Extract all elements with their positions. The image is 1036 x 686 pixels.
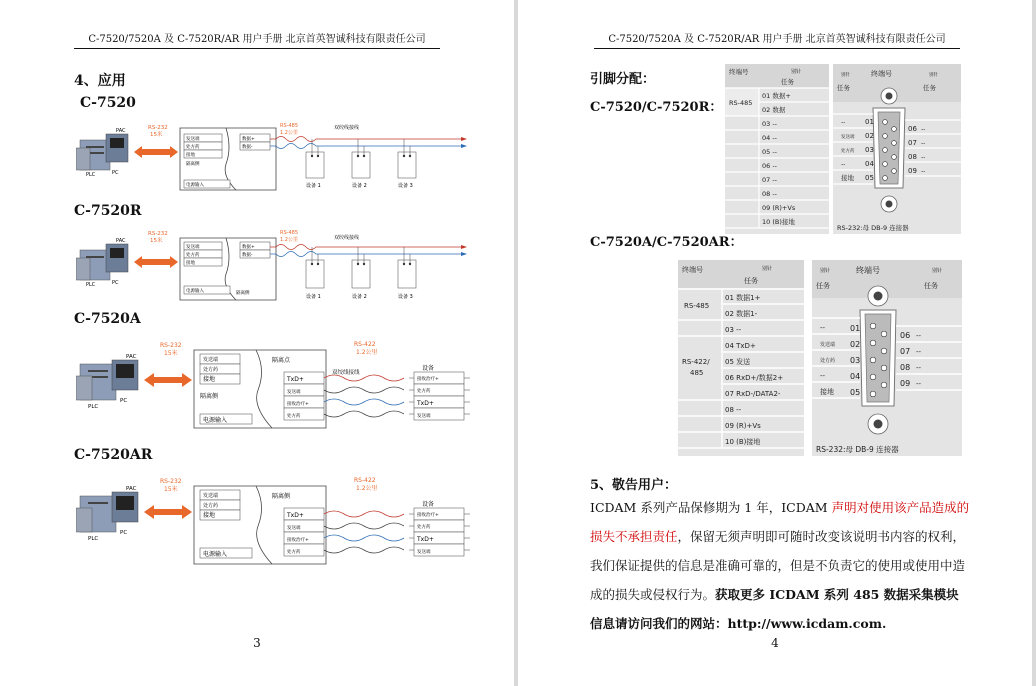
out-row: 接收治疗+	[287, 538, 309, 543]
table-row: 05 发送	[725, 358, 751, 366]
header-cell: 终端号	[856, 266, 880, 275]
link-label: RS-232	[148, 125, 168, 131]
power-label: 电源输入	[203, 417, 228, 424]
out-row: 发送端	[287, 526, 301, 531]
panel-row: 处方药	[186, 145, 200, 150]
pin-number: 05	[850, 388, 861, 397]
iso-label: 隔离侧	[236, 291, 250, 296]
pin-number: 07	[908, 139, 917, 147]
cable-label: 双绞线接线	[334, 125, 360, 131]
device-row: 发送端	[417, 550, 431, 555]
rs232-arrow-icon	[144, 373, 192, 387]
device-row: 发送端	[417, 414, 431, 419]
pin-task: --	[921, 154, 926, 161]
device-row: 接收治疗+	[417, 513, 439, 518]
pc-cluster-icon	[76, 244, 128, 280]
table-row: 08 --	[762, 190, 778, 198]
group-cell: RS-422/	[682, 358, 710, 366]
pin-number: 08	[908, 153, 917, 161]
model-title: C-7520A	[74, 311, 141, 327]
pin-number: 04	[865, 160, 874, 168]
out-row: 处方药	[287, 414, 301, 419]
pac-label: PAC	[116, 238, 126, 244]
out-row: 处方药	[287, 550, 301, 555]
header-cell: 任务	[837, 84, 850, 92]
link-distance: 15米	[164, 350, 178, 357]
pc-cluster-icon	[76, 360, 138, 400]
pin-task: 接地	[841, 174, 854, 182]
bus-distance: 1.2公里	[280, 130, 298, 136]
device-label: 设备 2	[352, 294, 367, 300]
page-header: C-7520/7520A 及 C-7520R/AR 用户手册 北京首英智诚科技有限责任公司	[74, 33, 440, 49]
page-header: C-7520/7520A 及 C-7520R/AR 用户手册 北京首英智诚科技有限责任公司	[594, 33, 960, 49]
group-cell: 485	[690, 369, 704, 377]
table-row: 01 数据1+	[725, 294, 761, 302]
device-label: 设备 2	[352, 183, 367, 189]
model-label: C-7520/C-7520R：	[590, 100, 723, 115]
table-row: 03 --	[762, 120, 778, 128]
pin-number: 01	[865, 118, 874, 126]
panel-row: 发送端	[203, 493, 219, 499]
header-cell: 任务	[744, 277, 758, 285]
link-label: RS-232	[148, 231, 168, 237]
device-label: 设备 1	[306, 294, 321, 300]
pin-task: 处方药	[841, 149, 855, 154]
bus-distance: 1.2公里	[356, 349, 378, 356]
table-row: 02 数据	[762, 106, 786, 114]
pin-number: 02	[865, 132, 874, 140]
iso-label: 隔离侧	[200, 393, 219, 400]
db9-connector-diagram	[833, 64, 961, 234]
link-distance: 15米	[150, 132, 163, 138]
table-row: 09 (R)+Vs	[762, 204, 796, 212]
cable-label: 双绞线接线	[332, 370, 360, 376]
bus-label: RS-422	[354, 341, 376, 348]
pc-label: PC	[120, 530, 128, 536]
iso-label: 隔离侧	[272, 493, 291, 500]
header-cell: 终端号	[682, 266, 703, 274]
out-row: 数据-	[242, 253, 253, 258]
page-3	[0, 0, 514, 686]
header-cell: 别针	[791, 69, 802, 75]
out-row: 数据-	[242, 145, 253, 150]
model-label: C-7520A/C-7520AR：	[590, 235, 743, 250]
para-text: ICDAM 系列产品保修期为 1 年，ICDAM	[590, 500, 832, 515]
bus-label: RS-422	[354, 477, 376, 484]
pac-label: PAC	[126, 354, 137, 360]
pin-table	[725, 64, 829, 234]
bus-label: RS-485	[280, 230, 298, 236]
out-row: 数据+	[242, 137, 255, 142]
device-row: 处方药	[417, 389, 431, 394]
pin-task: 接地	[820, 388, 834, 396]
pc-label: PC	[120, 398, 128, 404]
pin-table	[678, 260, 804, 456]
bus-distance: 1.2公里	[356, 485, 378, 492]
table-row: 07 RxD-/DATA2-	[725, 390, 781, 398]
bus-label: RS-485	[280, 123, 298, 129]
pin-task: --	[820, 324, 826, 332]
pin-task: --	[921, 140, 926, 147]
pac-label: PAC	[126, 486, 137, 492]
header-cell: 任务	[781, 78, 794, 86]
table-row: 05 --	[762, 148, 778, 156]
pin-task: --	[841, 161, 846, 168]
table-row: 03 --	[725, 326, 742, 334]
table-row: 07 --	[762, 176, 778, 184]
link-distance: 15米	[164, 486, 178, 493]
rs232-arrow-icon	[134, 146, 178, 158]
device-row: 处方药	[417, 525, 431, 530]
out-row: TxD+	[287, 512, 304, 519]
table-row: 04 --	[762, 134, 778, 142]
wiring-diagram	[76, 472, 476, 572]
group-cell: RS-485	[684, 302, 710, 310]
plc-label: PLC	[88, 536, 99, 542]
pin-task: --	[820, 372, 826, 380]
panel-row: 发送端	[186, 137, 200, 142]
pin-title: 引脚分配：	[590, 72, 656, 87]
header-cell: 任务	[816, 282, 830, 290]
wiring-diagram	[76, 336, 476, 436]
table-row: 08 --	[725, 406, 742, 414]
pin-number: 09	[900, 379, 911, 388]
connector-caption: RS-232:母 DB-9 连接器	[816, 445, 899, 454]
pin-number: 06	[900, 331, 911, 340]
pin-number: 07	[900, 347, 911, 356]
rs232-arrow-icon	[144, 505, 192, 519]
bus-distance: 1.2公里	[280, 237, 298, 243]
pin-number: 02	[850, 340, 861, 349]
pin-task: --	[916, 332, 922, 340]
device-label: 设备 3	[398, 183, 413, 189]
panel-row: 处方药	[186, 253, 200, 258]
pin-task: 发送端	[820, 342, 836, 348]
pin-task: --	[921, 126, 926, 133]
model-title: C-7520	[80, 95, 136, 111]
model-title: C-7520AR	[74, 447, 153, 463]
panel-row: 处方药	[203, 367, 219, 373]
table-row: 04 TxD+	[725, 342, 756, 350]
header-cell: 别针	[841, 73, 850, 78]
pin-number: 09	[908, 167, 917, 175]
para-text: ，保留无须声明即可随时改变该说明书内容的权利，我们保证提供的信息是准确可靠的，但是不负责它的使用或使用中造成的损失或侵权行为。	[590, 529, 966, 602]
pin-number: 03	[865, 146, 874, 154]
db9-connector-diagram	[812, 260, 962, 456]
page-number: 4	[771, 636, 779, 650]
panel-row: 发送端	[186, 245, 200, 250]
table-row: 02 数据1-	[725, 310, 758, 318]
out-row: 数据+	[242, 245, 255, 250]
pin-task: --	[921, 168, 926, 175]
link-distance: 15米	[150, 238, 163, 244]
device-label: 设备	[422, 501, 435, 508]
warning-title: 5、敬告用户：	[590, 478, 678, 493]
warning-paragraph	[590, 493, 970, 638]
pin-task: --	[916, 348, 922, 356]
pin-task: --	[916, 364, 922, 372]
rs232-arrow-icon	[134, 256, 178, 268]
device-row: 接收治疗+	[417, 377, 439, 382]
panel-row: 处方药	[203, 503, 219, 509]
power-label: 电源输入	[186, 183, 204, 188]
table-row: 01 数据+	[762, 92, 791, 100]
pin-task: --	[841, 119, 846, 126]
pin-number: 06	[908, 125, 917, 133]
connector-caption: RS-232:母 DB-9 连接器	[837, 224, 909, 232]
device-label: 设备 1	[306, 183, 321, 189]
pc-label: PC	[112, 170, 119, 176]
pin-task: 处方药	[820, 358, 836, 364]
iso-label: 隔离点	[272, 357, 291, 364]
header-cell: 别针	[820, 268, 831, 274]
wiring-diagram	[76, 228, 476, 308]
table-row: 06 --	[762, 162, 778, 170]
header-cell: 任务	[923, 84, 936, 92]
disclaimer-text: 声明对使用该产品造成的损失不承担责任	[590, 500, 970, 544]
model-title: C-7520R	[74, 203, 142, 219]
header-cell: 终端号	[871, 70, 892, 78]
section-title: 4、应用	[74, 73, 126, 89]
header-cell: 终端号	[729, 68, 749, 76]
pac-label: PAC	[116, 128, 126, 134]
table-row: 06 RxD+/数据2+	[725, 374, 784, 382]
page-number: 3	[253, 636, 261, 650]
iso-label: 隔离侧	[186, 162, 200, 167]
table-row: 09 (R)+Vs	[725, 422, 761, 430]
header-cell: 任务	[924, 282, 938, 290]
device-label: 设备 3	[398, 294, 413, 300]
cable-label: 双绞线接线	[334, 235, 360, 241]
device-row: TxD+	[417, 536, 434, 543]
pin-number: 03	[850, 356, 861, 365]
pin-number: 01	[850, 324, 861, 333]
website-text: 获取更多 ICDAM 系列 485 数据采集模块信息请访问我们的网站：http://www.icdam.com.	[590, 587, 959, 631]
page-4	[518, 0, 1032, 686]
pin-task: 发送端	[841, 135, 855, 140]
out-row: TxD+	[287, 376, 304, 383]
pc-label: PC	[112, 280, 119, 286]
header-cell: 别针	[929, 73, 938, 78]
pin-task: --	[916, 380, 922, 388]
pin-number: 05	[865, 174, 874, 182]
panel-row: 接地	[203, 376, 216, 383]
panel-row: 接地	[203, 512, 216, 519]
pin-number: 04	[850, 372, 861, 381]
panel-row: 发送端	[203, 357, 219, 363]
out-row: 发送端	[287, 390, 301, 395]
plc-label: PLC	[88, 404, 99, 410]
group-cell: RS-485	[729, 99, 753, 107]
pc-cluster-icon	[76, 134, 128, 170]
table-row: 10 (B)接地	[762, 218, 795, 226]
device-label: 设备	[422, 365, 435, 372]
plc-label: PLC	[86, 172, 96, 178]
power-label: 电源输入	[203, 551, 228, 558]
header-cell: 别针	[762, 266, 773, 272]
pin-number: 08	[900, 363, 911, 372]
header-cell: 别针	[932, 268, 943, 274]
wiring-diagram	[76, 118, 476, 198]
panel-row: 接地	[186, 261, 195, 266]
pc-cluster-icon	[76, 492, 138, 532]
link-label: RS-232	[160, 342, 182, 349]
table-row: 10 (B)接地	[725, 438, 761, 446]
link-label: RS-232	[160, 478, 182, 485]
out-row: 接收治疗+	[287, 402, 309, 407]
device-row: TxD+	[417, 400, 434, 407]
plc-label: PLC	[86, 282, 96, 288]
power-label: 电源输入	[186, 289, 204, 294]
panel-row: 接地	[186, 153, 195, 158]
